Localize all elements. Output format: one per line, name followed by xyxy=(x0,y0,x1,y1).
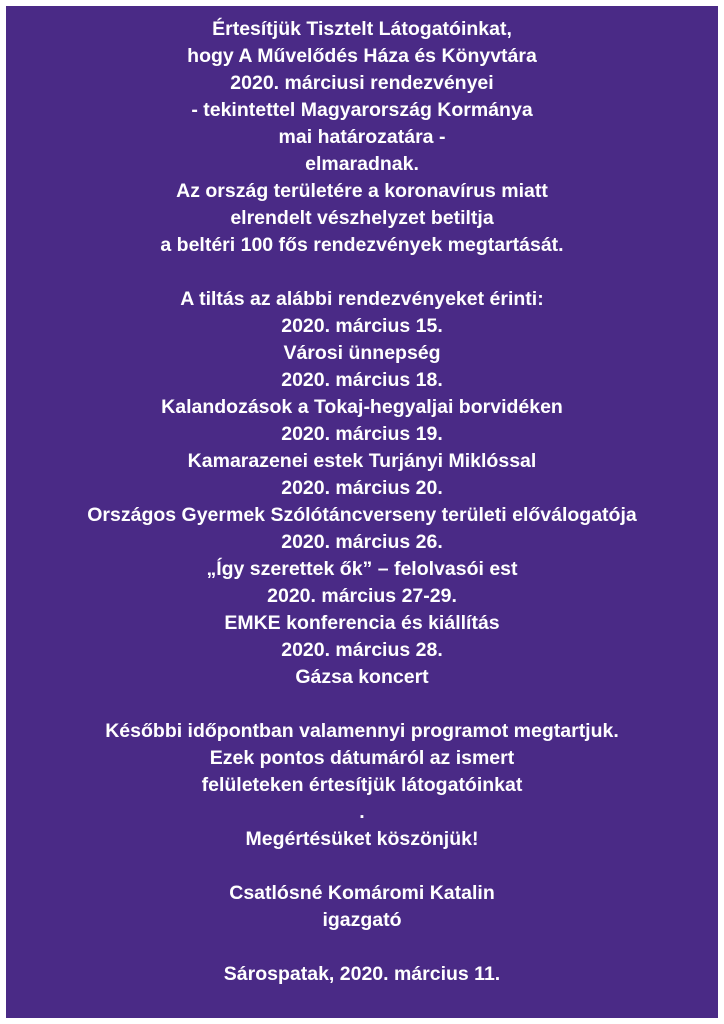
signature-name: Csatlósné Komáromi Katalin xyxy=(229,882,495,904)
intro-paragraph xyxy=(6,16,718,259)
event-title: Országos Gyermek Szólótáncverseny területi előválogatója xyxy=(87,504,637,526)
spacer xyxy=(6,934,718,961)
event-date: 2020. március 15. xyxy=(281,315,443,337)
intro-line: mai határozatára - xyxy=(278,126,446,148)
intro-line: elmaradnak. xyxy=(305,153,419,175)
closing-line: Megértésüket köszönjük! xyxy=(245,828,479,850)
closing-line: felületeken értesítjük látogatóinkat xyxy=(201,774,523,796)
intro-line: Értesítjük Tisztelt Látogatóinkat, xyxy=(212,18,512,40)
event-title: Városi ünnepség xyxy=(283,342,441,364)
closing-line: Ezek pontos dátumáról az ismert xyxy=(209,747,515,769)
event-title: Kamarazenei estek Turjányi Miklóssal xyxy=(187,450,537,472)
intro-line: a beltéri 100 fős rendezvények megtartását. xyxy=(160,234,564,256)
event-date: 2020. március 28. xyxy=(281,639,443,661)
place-date-block xyxy=(6,961,718,988)
closing-line: . xyxy=(359,801,365,823)
spacer xyxy=(6,853,718,880)
event-date: 2020. március 18. xyxy=(281,369,443,391)
event-date: 2020. március 27-29. xyxy=(267,585,457,607)
event-date: 2020. március 26. xyxy=(281,531,443,553)
events-list xyxy=(6,286,718,691)
closing-paragraph xyxy=(6,718,718,853)
event-date: 2020. március 20. xyxy=(281,477,443,499)
event-title: „Így szerettek ők” – felolvasói est xyxy=(206,558,518,580)
event-date: 2020. március 19. xyxy=(281,423,443,445)
signature-block xyxy=(6,880,718,934)
signature-role: igazgató xyxy=(322,909,402,931)
intro-line: elrendelt vészhelyzet betiltja xyxy=(230,207,494,229)
intro-line: Az ország területére a koronavírus miatt xyxy=(176,180,548,202)
intro-line: 2020. márciusi rendezvényei xyxy=(230,72,494,94)
spacer xyxy=(6,691,718,718)
intro-line: hogy A Művelődés Háza és Könyvtára xyxy=(187,45,537,67)
event-title: Gázsa koncert xyxy=(295,666,429,688)
events-intro: A tiltás az alábbi rendezvényeket érinti: xyxy=(180,288,544,310)
event-title: Kalandozások a Tokaj-hegyaljai borvidéken xyxy=(161,396,563,418)
closing-line: Későbbi időpontban valamennyi programot megtartjuk. xyxy=(105,720,619,742)
spacer xyxy=(6,259,718,286)
place-date: Sárospatak, 2020. március 11. xyxy=(223,963,501,985)
announcement-poster xyxy=(6,6,718,1018)
intro-line: - tekintettel Magyarország Kormánya xyxy=(191,99,533,121)
event-title: EMKE konferencia és kiállítás xyxy=(224,612,500,634)
